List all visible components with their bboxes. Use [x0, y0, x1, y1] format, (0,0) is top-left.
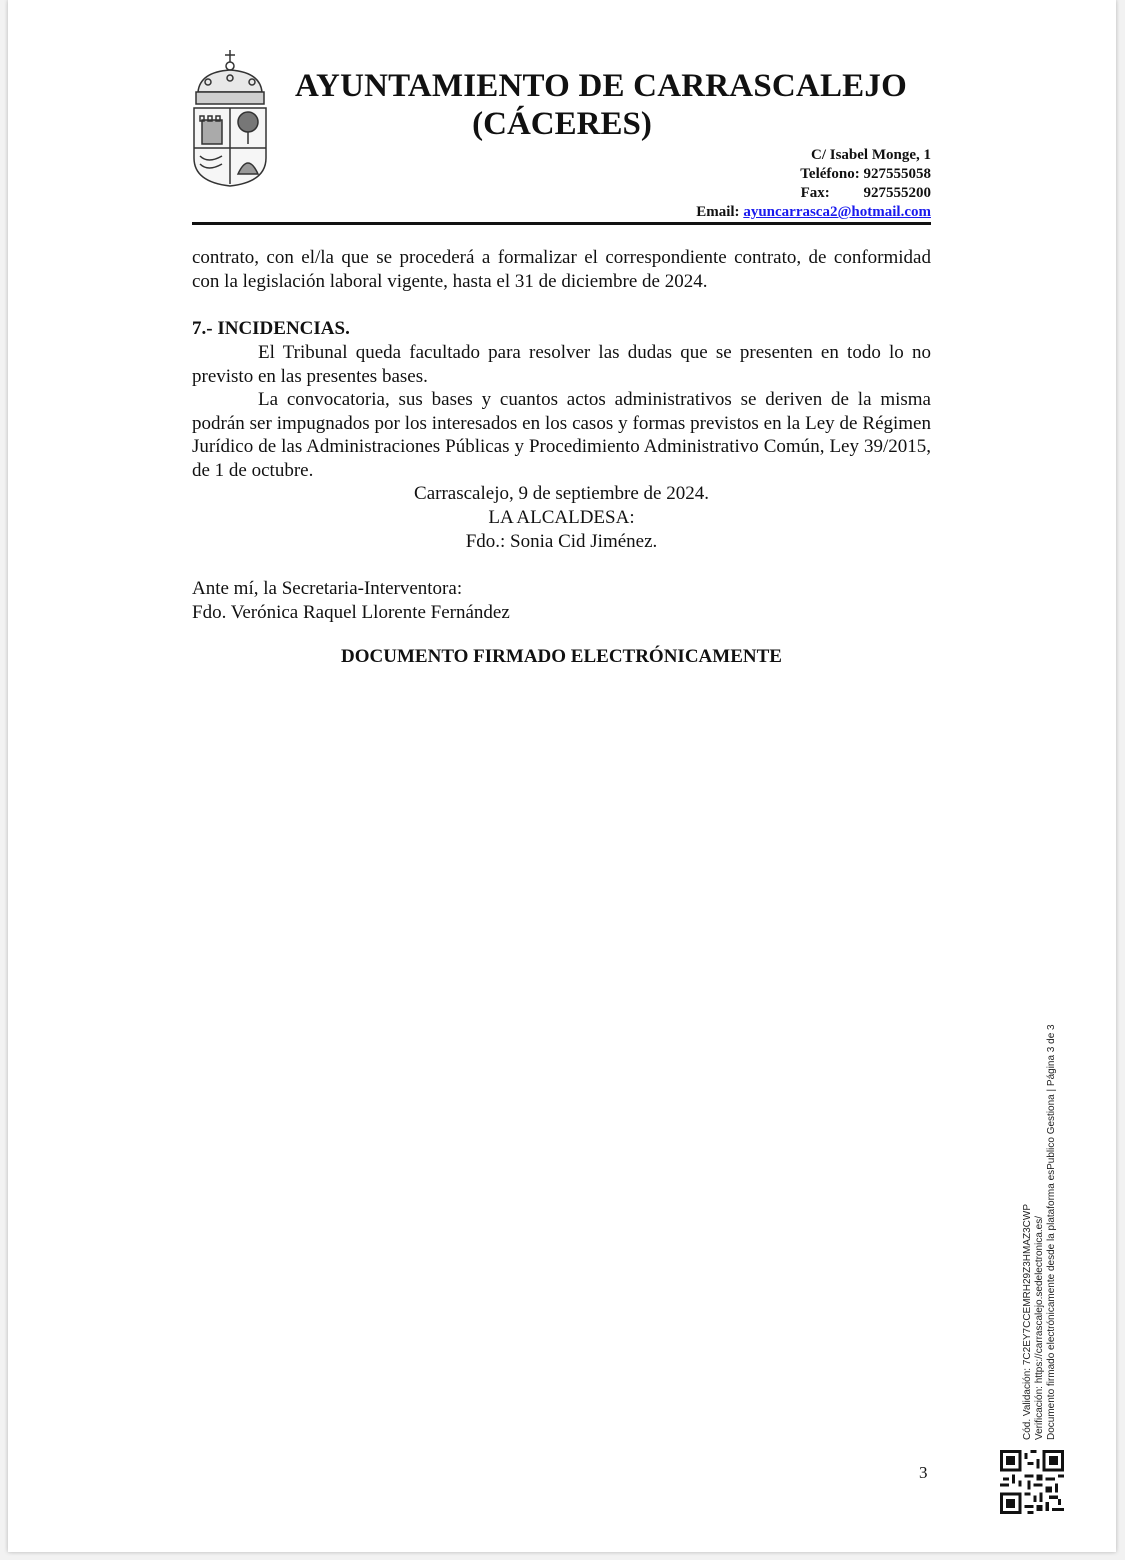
section-heading: 7.- INCIDENCIAS. — [192, 318, 350, 339]
validation-sidebar — [1022, 970, 1058, 1440]
coat-of-arms-logo — [188, 48, 272, 188]
email-link[interactable]: ayuncarrasca2@hotmail.com — [743, 204, 931, 220]
platform-notice: Documento firmado electrónicamente desde la plataforma esPublico Gestiona | Página 3 de 3 — [1046, 1024, 1057, 1440]
mayor-title: LA ALCALDESA: — [488, 507, 635, 528]
validation-code: Cód. Validación: 7C2EY7CCEMRH29Z3HMAZ3CWP — [1022, 1203, 1033, 1440]
page-title: AYUNTAMIENTO DE CARRASCALEJO — [295, 68, 907, 104]
paragraph-continuation: contrato, con el/la que se procederá a formalizar el correspondiente contrato, de conformidad con la legislación laboral vigente, hasta el 31 de diciembre de 2024. — [192, 247, 931, 292]
phone-line: Teléfono: 927555058 — [800, 166, 931, 182]
fax-number: 927555200 — [863, 185, 931, 201]
address-line: C/ Isabel Monge, 1 — [811, 147, 931, 163]
email-line: Email: ayuncarrasca2@hotmail.com — [696, 204, 931, 220]
page-number: 3 — [919, 1463, 928, 1482]
contact-block — [571, 146, 931, 222]
signed-notice: DOCUMENTO FIRMADO ELECTRÓNICAMENTE — [341, 646, 782, 667]
place-date: Carrascalejo, 9 de septiembre de 2024. — [414, 483, 709, 504]
qr-code-icon[interactable] — [1000, 1450, 1064, 1514]
document-page — [8, 0, 1116, 1552]
paragraph-convocatoria: La convocatoria, sus bases y cuantos actos administrativos se deriven de la misma podrán ser impugnados por los interesados en los casos y formas previstos en la Ley de Régimen Jurídico de las Administraciones Públicas y Procedimiento Administrativo Común, Ley 39/2015, de 1 de octubre. — [192, 389, 931, 481]
paragraph-tribunal: El Tribunal queda facultado para resolver las dudas que se presenten en todo lo no previsto en las presentes bases. — [192, 342, 931, 387]
secretary-signature: Fdo. Verónica Raquel Llorente Fernández — [192, 602, 510, 623]
phone-number: 927555058 — [863, 166, 931, 182]
mayor-signature: Fdo.: Sonia Cid Jiménez. — [465, 531, 658, 552]
header-divider — [192, 222, 931, 225]
secretary-title: Ante mí, la Secretaria-Interventora: — [192, 578, 463, 599]
page-subtitle: (CÁCERES) — [472, 106, 652, 142]
verification-url: Verificación: https://carrascalejo.sedelectronica.es/ — [1034, 1216, 1045, 1440]
fax-line: Fax: 927555200 — [800, 185, 931, 201]
